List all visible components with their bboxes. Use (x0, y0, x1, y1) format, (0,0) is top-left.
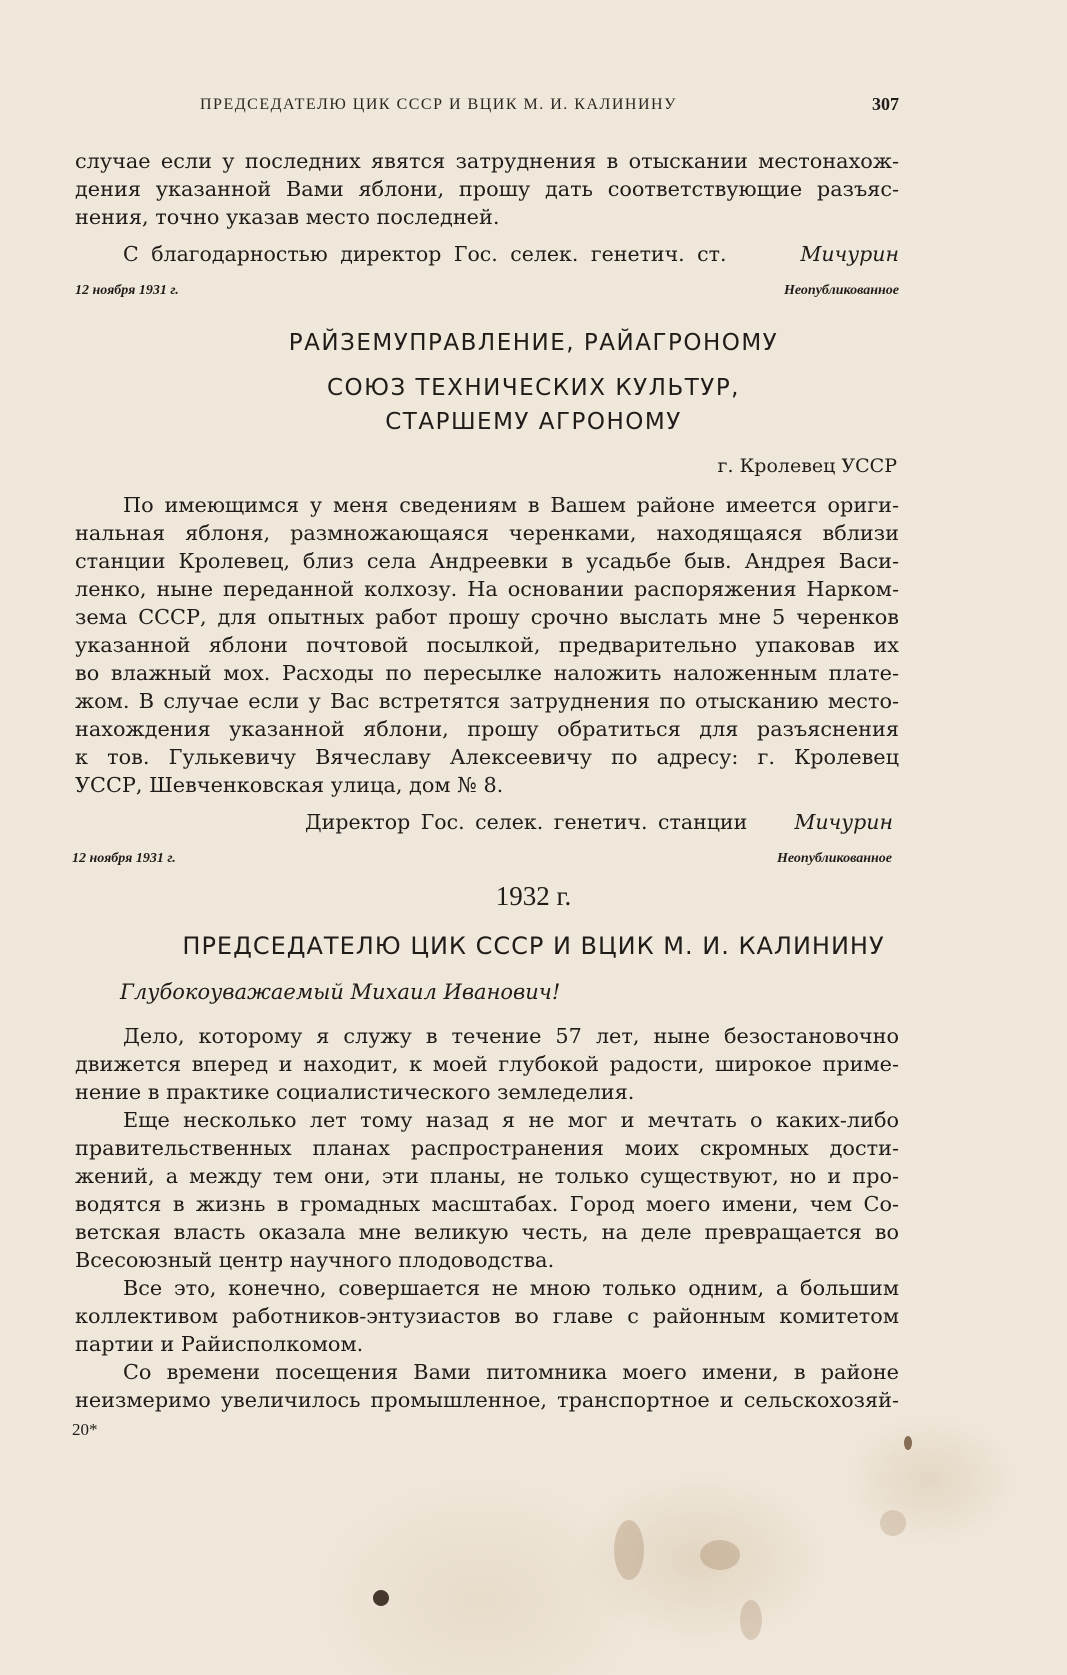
text-line: Со времени посещения Вами питомника моего имени, в районе (123, 1360, 899, 1384)
stain-spot (880, 1510, 906, 1536)
text-line: жом. В случае если у Вас встретятся затруднения по отысканию место- (75, 689, 899, 713)
text-line: ленко, ныне переданной колхозу. На основании распоряжения Нарком- (75, 577, 899, 601)
text-line: водятся в жизнь в громадных масштабах. Город моего имени, чем Со- (75, 1192, 899, 1216)
text-line: нахождения указанной яблони, прошу обратиться для разъяснения (75, 717, 899, 741)
signature-line (123, 242, 899, 266)
text-line: дения указанной Вами яблони, прошу дать соответствующие разъяс- (75, 177, 899, 201)
text-line: Все это, конечно, совершается не мною только одним, а большим (123, 1276, 899, 1300)
text-line: УССР, Шевченковская улица, дом № 8. (75, 773, 504, 797)
salutation: Глубокоуважаемый Михаил Иванович! (120, 980, 561, 1004)
publication-note: Неопубликованное (783, 283, 899, 298)
letter-heading: СОЮЗ ТЕХНИЧЕСКИХ КУЛЬТУР, (326, 375, 740, 401)
stain-spot (740, 1600, 762, 1640)
stain-spot (904, 1436, 912, 1450)
text-line: Всесоюзный центр научного плодоводства. (75, 1248, 555, 1272)
signature-name: Мичурин (800, 242, 899, 266)
text-line: случае если у последних явятся затруднения в отыскании местонахож- (75, 149, 899, 173)
text-line: неизмеримо увеличилось промышленное, транспортное и сельскохозяй- (75, 1388, 899, 1412)
text-line: Еще несколько лет тому назад я не мог и мечтать о каких-либо (123, 1108, 899, 1132)
text-line: указанной яблони почтовой посылкой, предварительно упаковав их (75, 633, 899, 657)
signature-mark: 20* (72, 1420, 98, 1439)
text-line: По имеющимся у меня сведениям в Вашем районе имеется ориги- (123, 493, 899, 517)
date: 12 ноября 1931 г. (72, 851, 176, 866)
signature-line (305, 810, 893, 834)
page-number: 307 (872, 94, 899, 114)
text-line: зема СССР, для опытных работ прошу срочно выслать мне 5 черенков (75, 605, 899, 629)
text-line: движется вперед и находит, к моей глубокой радости, широкое приме- (75, 1052, 899, 1076)
text-line: нальная яблоня, размножающаяся черенками, находящаяся вблизи (75, 521, 899, 545)
letter-heading: ПРЕДСЕДАТЕЛЮ ЦИК СССР И ВЦИК М. И. КАЛИНИНУ (182, 932, 885, 960)
text-line: партии и Райисполкомом. (75, 1332, 364, 1356)
text-line: правительственных планах распространения моих скромных дости- (75, 1136, 899, 1160)
place: г. Кролевец УССР (717, 455, 897, 477)
text-line: ветская власть оказала мне великую честь, на деле превращается во (75, 1220, 899, 1244)
publication-note: Неопубликованное (776, 851, 892, 866)
text-line: коллективом работников-энтузиастов во главе с районным комитетом (75, 1304, 899, 1328)
text-line: нения, точно указав место последней. (75, 205, 500, 229)
signature-name: Мичурин (794, 810, 893, 834)
text-line: нение в практике социалистического земледелия. (75, 1080, 635, 1104)
letter-heading: РАЙЗЕМУПРАВЛЕНИЕ, РАЙАГРОНОМУ (288, 330, 779, 356)
date: 12 ноября 1931 г. (75, 283, 179, 298)
letter-heading: СТАРШЕМУ АГРОНОМУ (385, 409, 682, 435)
stain-spot (700, 1540, 740, 1570)
signature-text: С благодарностью директор Гос. селек. генетич. ст. (123, 242, 727, 266)
signature-text: Директор Гос. селек. генетич. станции (305, 810, 748, 834)
running-head: ПРЕДСЕДАТЕЛЮ ЦИК СССР И ВЦИК М. И. КАЛИНИНУ (200, 96, 677, 113)
text-line: жений, а между тем они, эти планы, не только существуют, но и про- (75, 1164, 899, 1188)
text-line: станции Кролевец, близ села Андреевки в усадьбе быв. Андрея Васи- (75, 549, 899, 573)
ink-spot (373, 1590, 389, 1606)
stain-spot (614, 1520, 644, 1580)
text-line: во влажный мох. Расходы по пересылке наложить наложенным плате- (75, 661, 899, 685)
year-heading: 1932 г. (495, 881, 572, 911)
text-line: Дело, которому я служу в течение 57 лет, ныне безостановочно (123, 1024, 899, 1048)
text-line: к тов. Гулькевичу Вячеславу Алексеевичу по адресу: г. Кролевец (75, 745, 899, 769)
